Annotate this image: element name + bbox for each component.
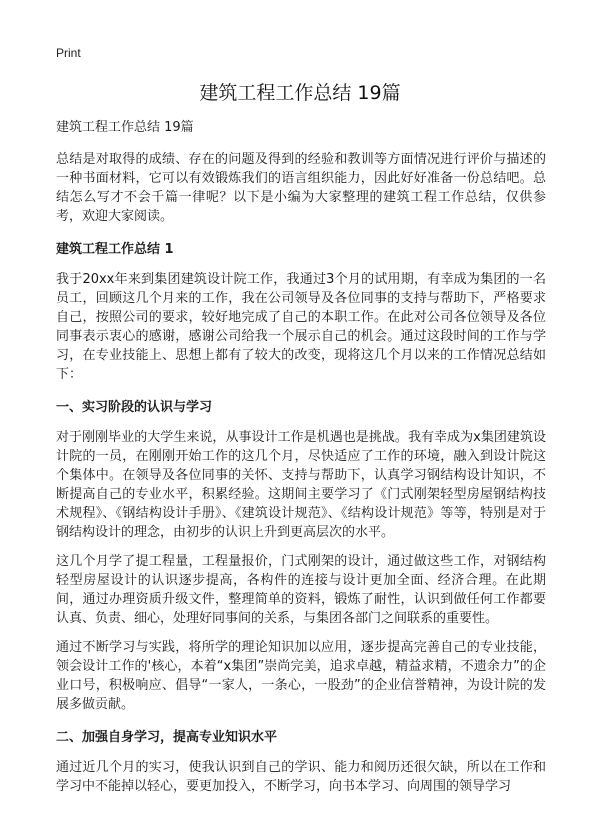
document-title: 建筑工程工作总结 19篇	[199, 82, 401, 104]
subheading2-paragraph-1: 通过近几个月的实习，使我认识到自己的学识、能力和阅历还很欠缺，所以在工作和学习中不能掉以轻心，要更加投入，不断学习，向书本学习、向周围的领导学习	[56, 760, 546, 794]
subheading1-paragraph-1: 对于刚刚毕业的大学生来说，从事设计工作是机遇也是挑战。我有幸成为x集团建筑设计院的一员，在刚刚开始工作的这几个月，尽快适应了工作的环境，融入到设计院这个集体中。在领导及各位同事的关怀、支持与帮助下，认真学习钢结构设计知识，不断提高自己的专业水平，积累经验。这期间主要学习了《门式刚架轻型房屋钢结构技术规程》、《钢结构设计手册》、《建筑设计规范》、《结构设计规范》等等，特别是对于钢结构设计的理念，由初步的认识上升到更高层次的水平。	[56, 430, 546, 540]
subheading1-paragraph-3: 通过不断学习与实践，将所学的理论知识加以应用，逐步提高完善自己的专业技能，领会设计工作的'核心，本着“x集团”崇尚完美，追求卓越，精益求精，不遗余力”的企业口号，积极响应、倡导“一家人，一条心，一股劲”的企业信誉精神，为设计院的发展多做贡献。	[56, 640, 546, 712]
subheading-1: 一、实习阶段的认识与学习	[56, 400, 213, 415]
document-body	[56, 118, 546, 806]
section-heading-1: 建筑工程工作总结 1	[56, 242, 174, 257]
section1-paragraph: 我于20xx年来到集团建筑设计院工作，我通过3个月的试用期，有幸成为集团的一名员工，回顾这几个月来的工作，我在公司领导及各位同事的支持与帮助下，严格要求自己，按照公司的要求，较好地完成了自己的本职工作。在此对公司各位领导及各位同事表示衷心的感谢，感谢公司给我一个展示自己的机会。通过这段时间的工作与学习，在专业技能上、思想上都有了较大的改变，现将这几个月以来的工作情况总结如下：	[56, 272, 546, 382]
subheading-2: 二、加强自身学习，提高专业知识水平	[56, 730, 278, 745]
intro-paragraph: 总结是对取得的成绩、存在的问题及得到的经验和教训等方面情况进行评价与描述的一种书面材料，它可以有效锻炼我们的语言组织能力，因此好好准备一份总结吧。总结怎么写才不会千篇一律呢？以下是小编为大家整理的建筑工程工作总结，仅供参考，欢迎大家阅读。	[56, 152, 546, 224]
subheading1-paragraph-2: 这几个月学了提工程量，工程量报价，门式刚架的设计，通过做这些工作，对钢结构轻型房屋设计的认识逐步提高，各构件的连接与设计更加全面、经济合理。在此期间，通过办理资质升级文件，整理简单的资料，锻炼了耐性，认识到做任何工作都要认真、负责、细心，处理好同事间的关系，与集团各部门之间联系的重要性。	[56, 554, 546, 626]
print-link[interactable]: Print	[56, 46, 81, 60]
document-subtitle: 建筑工程工作总结 19篇	[56, 120, 194, 135]
